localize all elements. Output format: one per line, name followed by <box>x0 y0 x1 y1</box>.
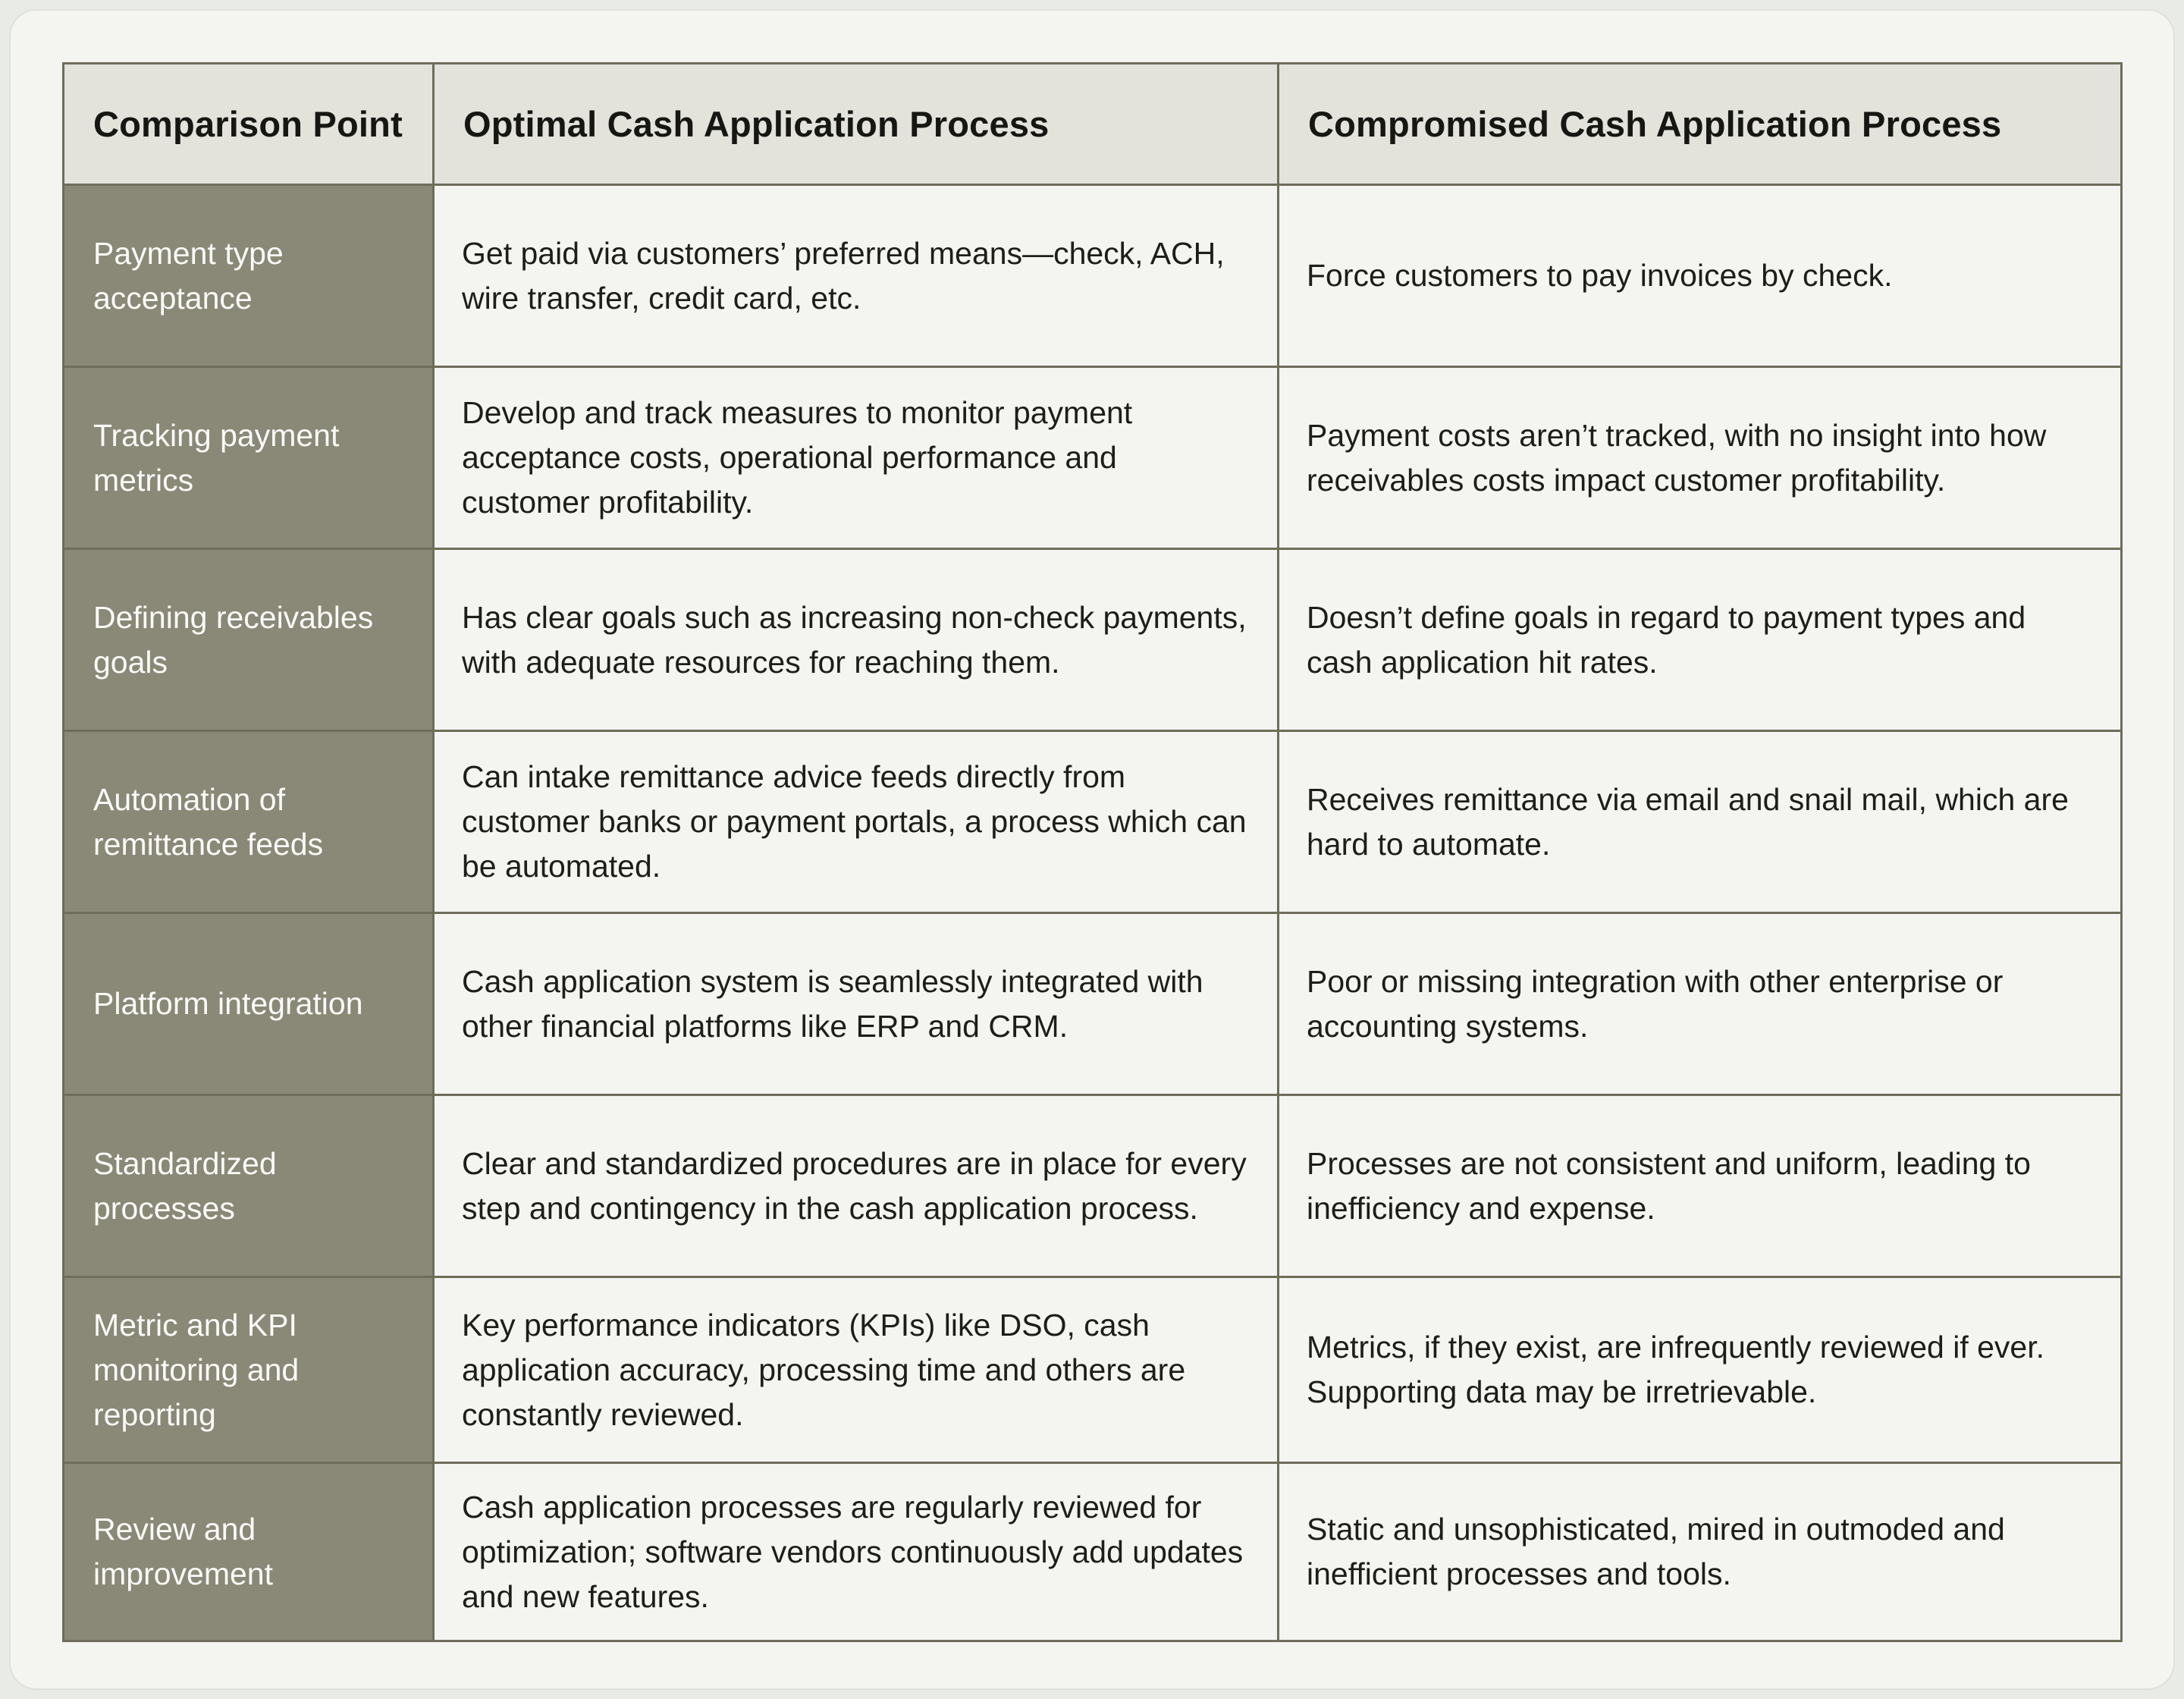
comparison-table <box>62 62 2123 1642</box>
table-row <box>64 1095 2122 1277</box>
cell-compromised: Static and unsophisticated, mired in outmoded and inefficient processes and tools. <box>1279 1463 2122 1641</box>
cell-optimal: Cash application system is seamlessly integrated with other financial platforms like ERP and CRM. <box>434 913 1279 1095</box>
cell-compromised: Processes are not consistent and uniform, leading to inefficiency and expense. <box>1279 1095 2122 1277</box>
cell-optimal: Develop and track measures to monitor payment acceptance costs, operational performance and customer profitability. <box>434 367 1279 549</box>
row-label-metric-kpi-monitoring-reporting: Metric and KPI monitoring and reporting <box>64 1277 434 1463</box>
cell-compromised: Receives remittance via email and snail mail, which are hard to automate. <box>1279 731 2122 913</box>
content-card <box>9 9 2175 1690</box>
cell-compromised: Doesn’t define goals in regard to payment types and cash application hit rates. <box>1279 549 2122 731</box>
table-row <box>64 367 2122 549</box>
cell-compromised: Payment costs aren’t tracked, with no insight into how receivables costs impact customer profitability. <box>1279 367 2122 549</box>
table-row <box>64 731 2122 913</box>
header-comparison-point: Comparison Point <box>64 64 434 185</box>
cell-optimal: Get paid via customers’ preferred means—check, ACH, wire transfer, credit card, etc. <box>434 185 1279 367</box>
header-optimal-process: Optimal Cash Application Process <box>434 64 1279 185</box>
cell-optimal: Can intake remittance advice feeds directly from customer banks or payment portals, a process which can be automated. <box>434 731 1279 913</box>
row-label-defining-receivables-goals: Defining receivables goals <box>64 549 434 731</box>
header-row <box>64 64 2122 185</box>
cell-optimal: Key performance indicators (KPIs) like DSO, cash application accuracy, processing time and others are constantly reviewed. <box>434 1277 1279 1463</box>
table-row <box>64 185 2122 367</box>
header-compromised-process: Compromised Cash Application Process <box>1279 64 2122 185</box>
table-row <box>64 913 2122 1095</box>
table-row <box>64 549 2122 731</box>
cell-compromised: Force customers to pay invoices by check. <box>1279 185 2122 367</box>
row-label-platform-integration: Platform integration <box>64 913 434 1095</box>
row-label-standardized-processes: Standardized processes <box>64 1095 434 1277</box>
table-row <box>64 1277 2122 1463</box>
cell-optimal: Cash application processes are regularly reviewed for optimization; software vendors continuously add updates and new features. <box>434 1463 1279 1641</box>
row-label-review-and-improvement: Review and improvement <box>64 1463 434 1641</box>
cell-compromised: Metrics, if they exist, are infrequently reviewed if ever. Supporting data may be irretrievable. <box>1279 1277 2122 1463</box>
row-label-tracking-payment-metrics: Tracking payment metrics <box>64 367 434 549</box>
table-row <box>64 1463 2122 1641</box>
row-label-automation-of-remittance-feeds: Automation of remittance feeds <box>64 731 434 913</box>
cell-compromised: Poor or missing integration with other enterprise or accounting systems. <box>1279 913 2122 1095</box>
cell-optimal: Clear and standardized procedures are in place for every step and contingency in the cash application process. <box>434 1095 1279 1277</box>
row-label-payment-type-acceptance: Payment type acceptance <box>64 185 434 367</box>
cell-optimal: Has clear goals such as increasing non-check payments, with adequate resources for reaching them. <box>434 549 1279 731</box>
